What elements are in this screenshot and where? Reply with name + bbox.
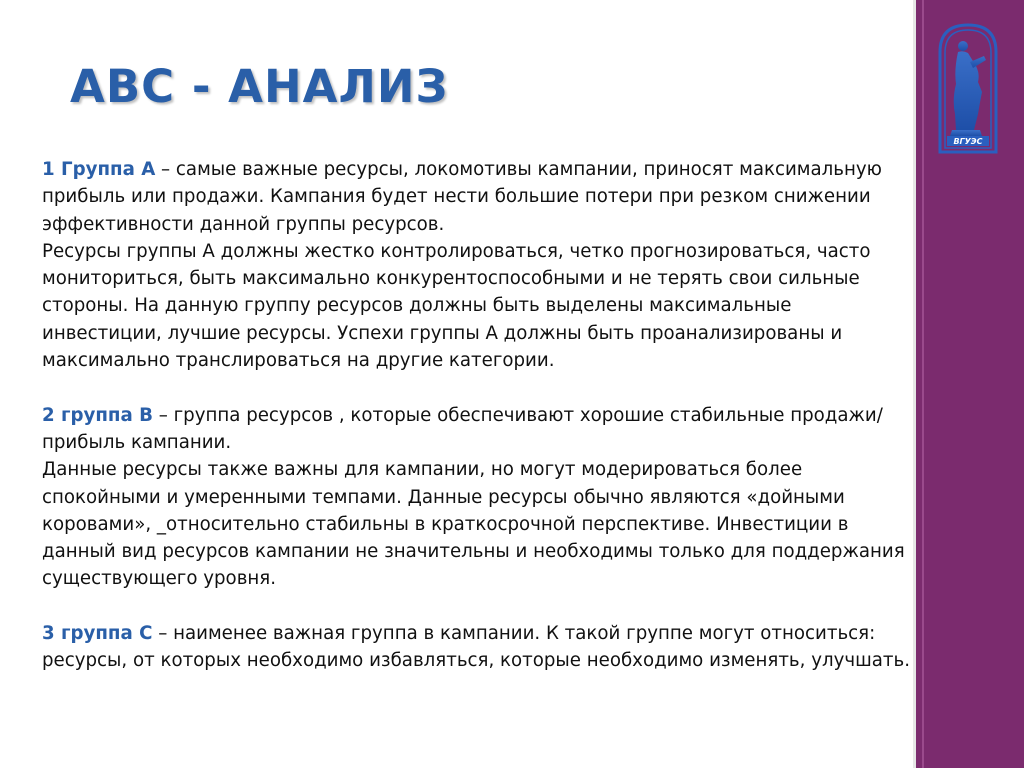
group-a-paragraph — [42, 156, 910, 238]
group-a-label: 1 Группа А — [42, 159, 156, 180]
group-c-label: 3 группа С — [42, 623, 153, 645]
group-a-description: – самые важные ресурсы, локомотивы кампании, приносят максимальную прибыль или продажи. Кампания будет нести большие потери при резком снижении эффективности данной группы ресурсов. — [42, 159, 882, 235]
group-c-paragraph — [42, 620, 910, 675]
group-b-paragraph — [42, 402, 910, 457]
group-a-details: Ресурсы группы А должны жестко контролироваться, четко прогнозироваться, часто мониториться, быть максимально конкурентоспособными и не терять свои сильные стороны. На данную группу ресурсов должны быть выделены максимальные инвестиции, лучшие ресурсы. Успехи группы А должны быть проанализированы и максимально транслироваться на другие категории. — [42, 240, 871, 372]
paragraph-spacer — [42, 593, 910, 620]
group-c-description: – наименее важная группа в кампании. К такой группе могут относиться: ресурсы, от которых необходимо избавляться, которые необходимо изменять, улучшать. — [42, 623, 910, 672]
group-b-label: 2 группа В — [42, 404, 153, 426]
slide-title: ABC - АНАЛИЗ — [70, 60, 449, 113]
group-b-details: Данные ресурсы также важны для кампании, но могут модерироваться более спокойными и умеренными темпами. Данные ресурсы обычно являются «дойными коровами», _относительно стабильны в краткосрочной перспективе. Инвестиции в данный вид ресурсов кампании не значительны и необходимы только для поддержания существующего уровня. — [42, 459, 905, 590]
slide-body — [42, 156, 910, 675]
statue-figure-logo — [936, 22, 1000, 156]
paragraph-spacer — [42, 374, 910, 401]
group-b-description: – группа ресурсов , которые обеспечивают хорошие стабильные продажи/ прибыль кампании. — [42, 404, 883, 453]
logo-text: ВГУЭС — [953, 137, 983, 146]
